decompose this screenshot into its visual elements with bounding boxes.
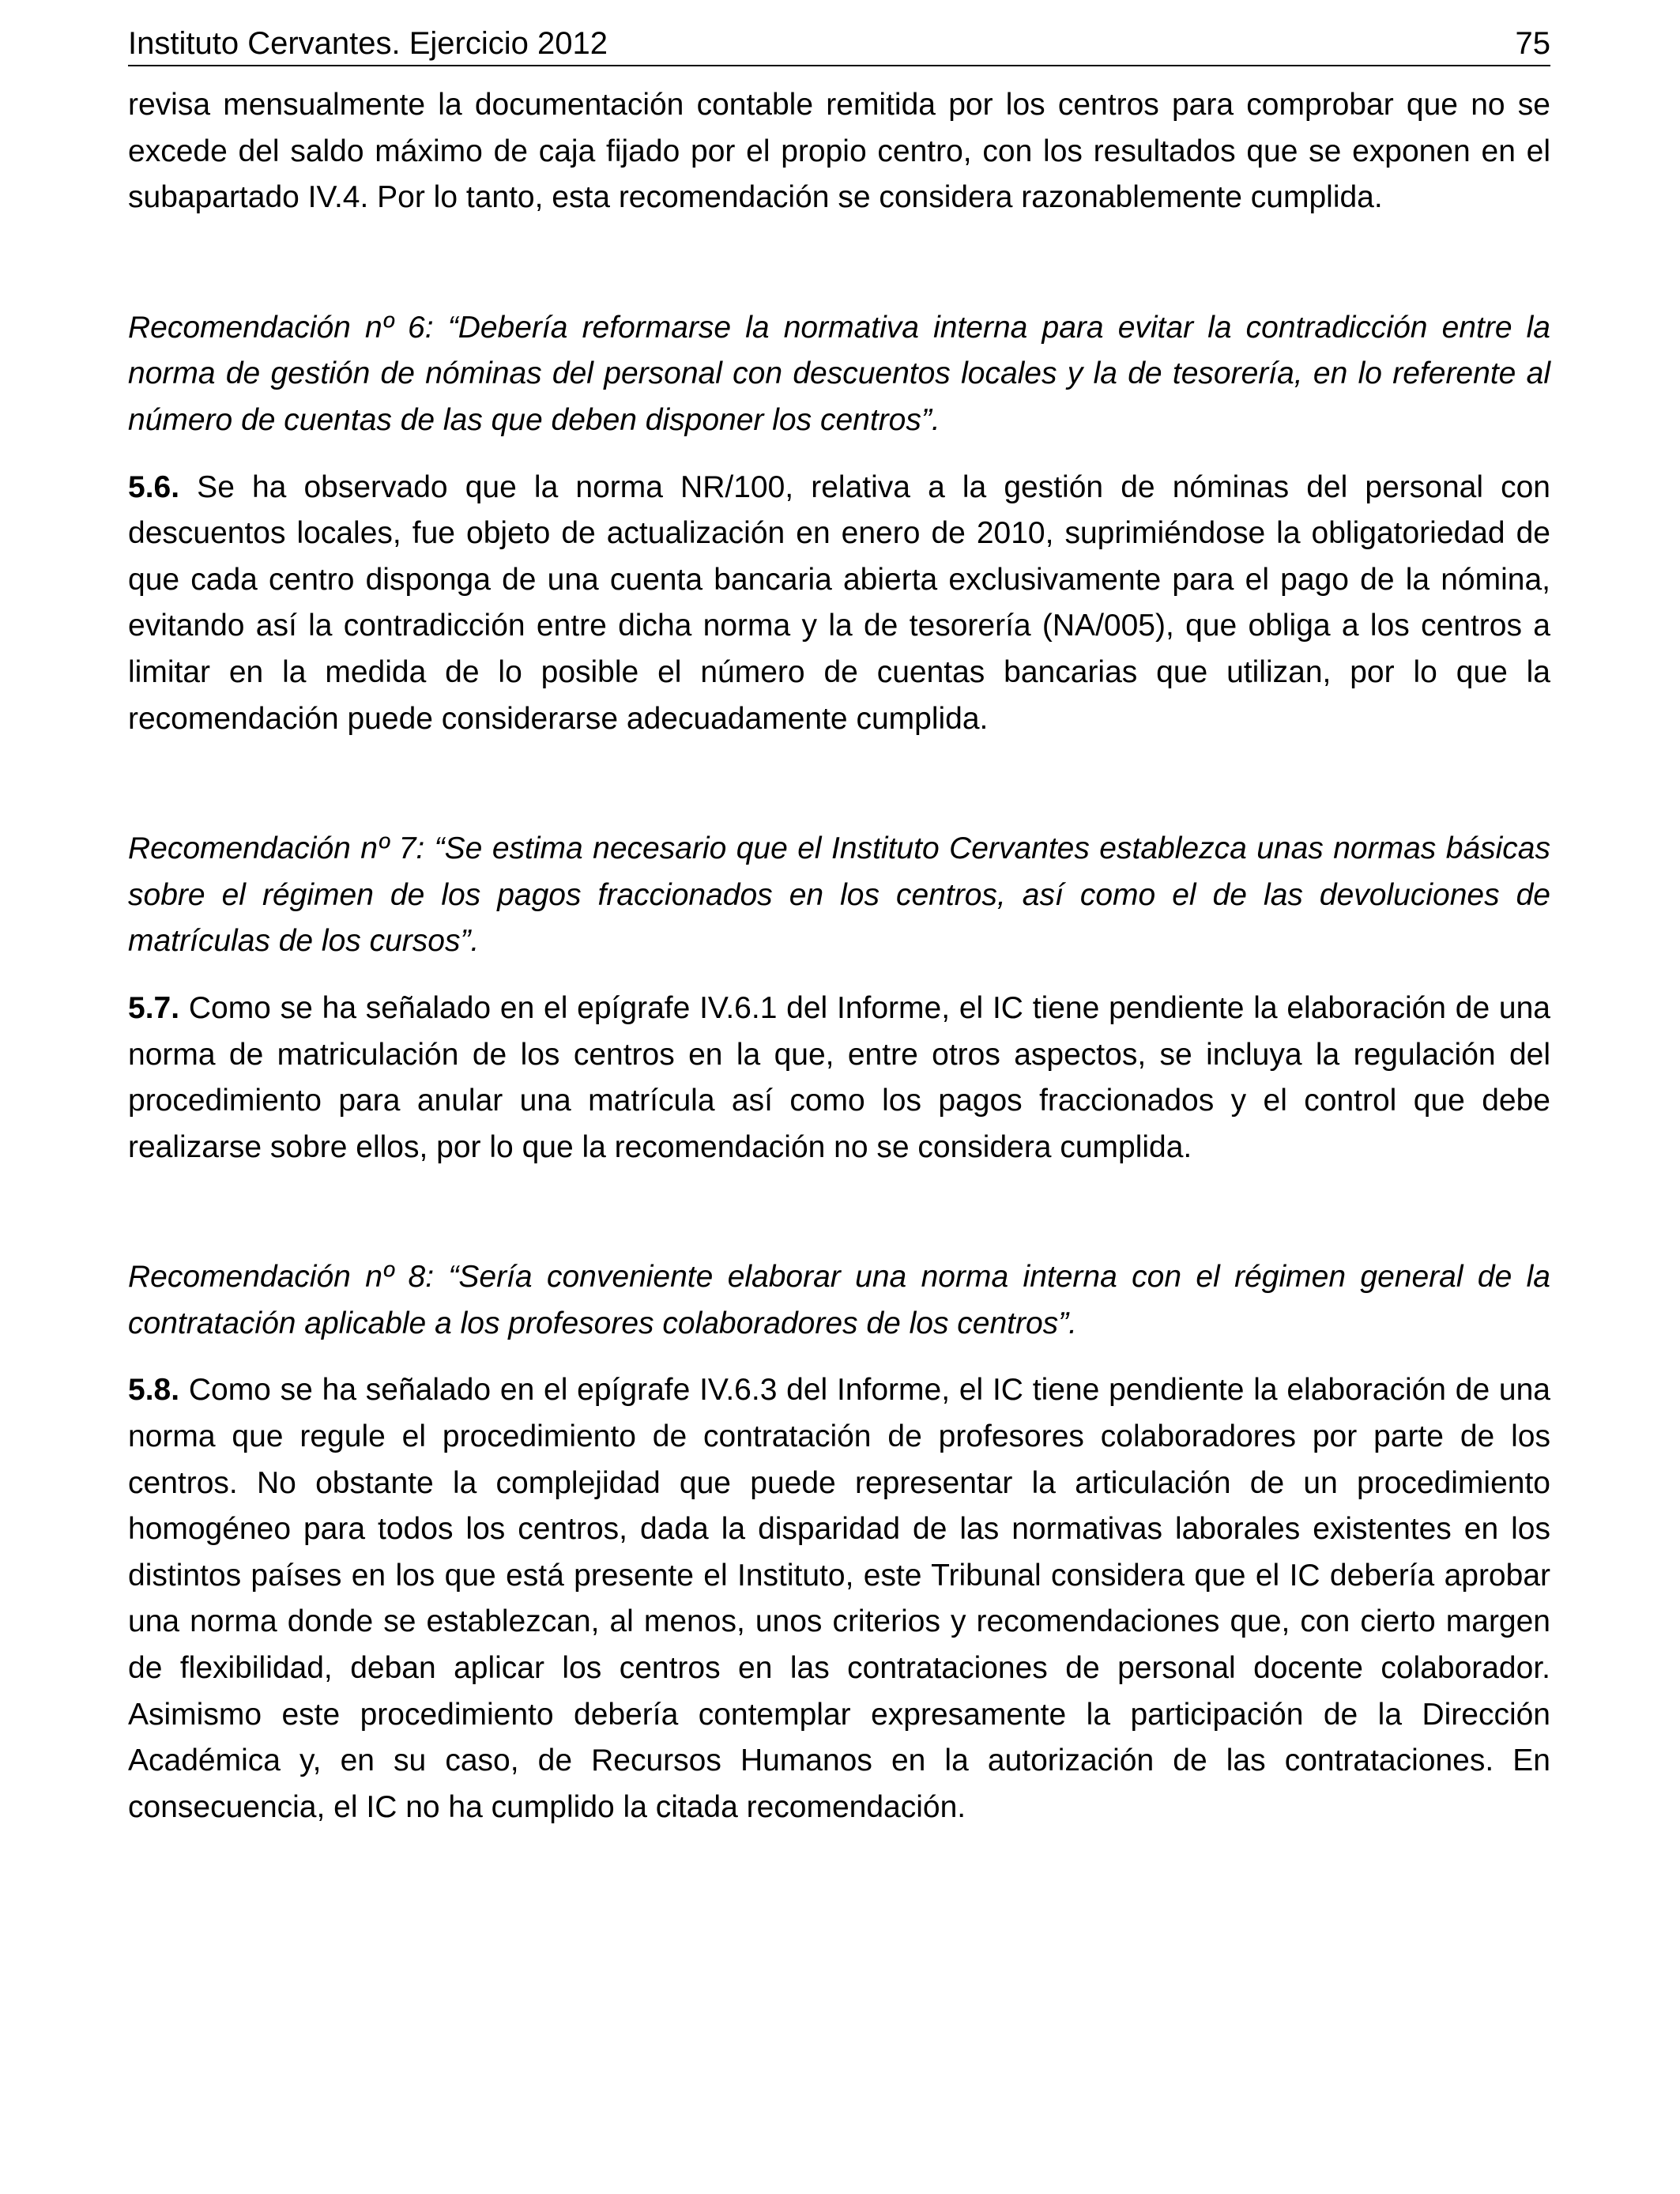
section-5-8-text: Como se ha señalado en el epígrafe IV.6.3 del Informe, el IC tiene pendiente la elaboración de una norma que regule el procedimiento de contratación de profesores colaboradores por parte de los centros. No obstante la complejidad que puede representar la articulación de un procedimiento homogéneo para todos los centros, dada la disparidad de las normativas laborales existentes en los distintos países en los que está presente el Instituto, este Tribunal considera que el IC debería aprobar una norma donde se establezcan, al menos, unos criterios y recomendaciones que, con cierto margen de flexibilidad, deban aplicar los centros en las contrataciones de personal docente colaborador. Asimismo este procedimiento debería contemplar expresamente la participación de la Dirección Académica y, en su caso, de Recursos Humanos en la autorización de las contrataciones. En consecuencia, el IC no ha cumplido la citada recomendación. [128,1373,1550,1824]
document-page [128,22,1550,1830]
section-5-6-number: 5.6. [128,469,180,504]
section-5-8 [128,1367,1550,1830]
section-5-6-text: Se ha observado que la norma NR/100, relativa a la gestión de nóminas del personal con descuentos locales, fue objeto de actualización en enero de 2010, suprimiéndose la obligatoriedad de que cada centro disponga de una cuenta bancaria abierta exclusivamente para el pago de la nómina, evitando así la contradicción entre dicha norma y la de tesorería (NA/005), que obliga a los centros a limitar en la medida de lo posible el número de cuentas bancarias que utilizan, por lo que la recomendación puede considerarse adecuadamente cumplida. [128,469,1550,736]
recommendation-8: Recomendación nº 8: “Sería conveniente elaborar una norma interna con el régimen general de la contratación aplicable a los profesores colaboradores de los centros”. [128,1260,1550,1340]
page-number: 75 [1515,26,1550,61]
recommendation-6: Recomendación nº 6: “Debería reformarse la normativa interna para evitar la contradicción entre la norma de gestión de nóminas del personal con descuentos locales y la de tesorería, en lo referente al número de cuentas de las que deben disponer los centros”. [128,310,1550,437]
page-header [128,22,1550,66]
paragraph-intro: revisa mensualmente la documentación contable remitida por los centros para comprobar que no se excede del saldo máximo de caja fijado por el propio centro, con los resultados que se exponen en el subapartado IV.4. Por lo tanto, esta recomendación se considera razonablemente cumplida. [128,88,1550,215]
section-5-8-number: 5.8. [128,1373,180,1408]
section-5-7-number: 5.7. [128,990,180,1025]
document-body [128,82,1550,1830]
header-title: Instituto Cervantes. Ejercicio 2012 [128,26,608,61]
section-5-6 [128,465,1550,743]
section-5-7 [128,986,1550,1171]
section-5-7-text: Como se ha señalado en el epígrafe IV.6.1 del Informe, el IC tiene pendiente la elaboración de una norma de matriculación de los centros en la que, entre otros aspectos, se incluya la regulación del procedimiento para anular una matrícula así como los pagos fraccionados y el control que debe realizarse sobre ellos, por lo que la recomendación no se considera cumplida. [128,990,1550,1164]
recommendation-7: Recomendación nº 7: “Se estima necesario que el Instituto Cervantes establezca unas normas básicas sobre el régimen de los pagos fraccionados en los centros, así como el de las devoluciones de matrículas de los cursos”. [128,831,1550,959]
